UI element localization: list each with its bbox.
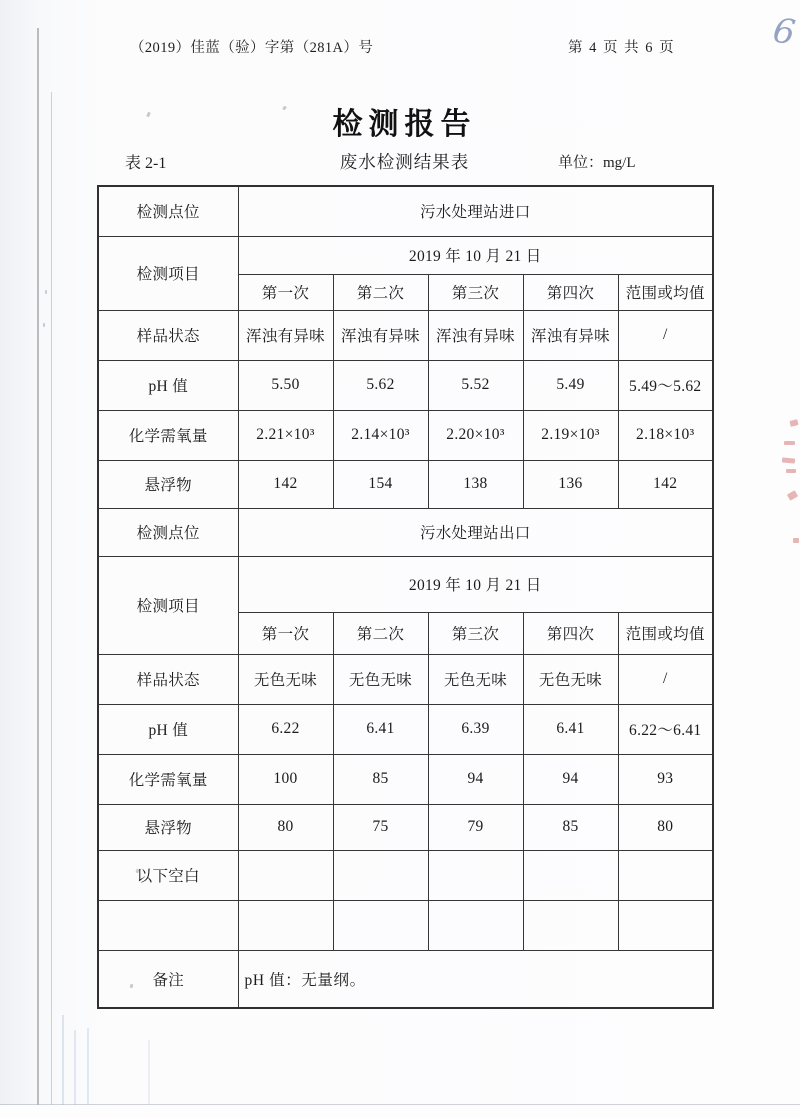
table-cell xyxy=(238,900,333,950)
sampling-date: 2019 年 10 月 21 日 xyxy=(238,236,713,274)
table-cell xyxy=(238,850,333,900)
table-cell: 79 xyxy=(428,804,523,850)
table-cell: 142 xyxy=(618,460,713,508)
row-label: 悬浮物 xyxy=(98,460,238,508)
table-cell: 6.22 xyxy=(238,704,333,754)
unit-label: 单位：mg/L xyxy=(558,155,636,171)
table-cell: 无色无味 xyxy=(428,654,523,704)
table-row xyxy=(98,360,713,410)
table-cell: 浑浊有异味 xyxy=(333,310,428,360)
table-cell xyxy=(333,850,428,900)
table-cell: 142 xyxy=(238,460,333,508)
table-row xyxy=(98,508,713,556)
table-row xyxy=(98,410,713,460)
stamp-fragment xyxy=(793,538,799,543)
table-cell xyxy=(618,850,713,900)
stamp-fragment xyxy=(784,441,795,445)
table-cell: 94 xyxy=(523,754,618,804)
table-cell: 94 xyxy=(428,754,523,804)
table-cell: 浑浊有异味 xyxy=(428,310,523,360)
table-cell: 136 xyxy=(523,460,618,508)
table-cell: 2.20×10³ xyxy=(428,410,523,460)
row-label: 检测点位 xyxy=(98,508,238,556)
table-cell: 2.14×10³ xyxy=(333,410,428,460)
col-header: 第一次 xyxy=(238,612,333,654)
table-caption-row xyxy=(97,150,712,172)
table-row xyxy=(98,556,713,612)
table-row xyxy=(98,460,713,508)
col-header: 第三次 xyxy=(428,274,523,310)
scan-bottom-strip xyxy=(0,1105,800,1118)
margin-speck xyxy=(45,290,47,294)
table-cell xyxy=(428,850,523,900)
table-row xyxy=(98,704,713,754)
table-cell: 2.19×10³ xyxy=(523,410,618,460)
table-row xyxy=(98,310,713,360)
table-cell xyxy=(523,900,618,950)
table-title: 废水检测结果表 xyxy=(339,152,470,172)
table-cell: 2.21×10³ xyxy=(238,410,333,460)
row-label: 检测项目 xyxy=(98,236,238,310)
table-cell: 75 xyxy=(333,804,428,850)
table-cell: / xyxy=(618,310,713,360)
table-row xyxy=(98,950,713,1008)
table-cell: 5.62 xyxy=(333,360,428,410)
col-header: 第四次 xyxy=(523,274,618,310)
table-cell: 6.41 xyxy=(333,704,428,754)
table-cell xyxy=(618,900,713,950)
remark-text: pH 值：无量纲。 xyxy=(238,950,713,1008)
table-cell: 浑浊有异味 xyxy=(238,310,333,360)
row-label: pH 值 xyxy=(98,704,238,754)
table-cell: 85 xyxy=(523,804,618,850)
row-label: 悬浮物 xyxy=(98,804,238,850)
monitoring-point-outlet: 污水处理站出口 xyxy=(238,508,713,556)
col-header: 第二次 xyxy=(333,274,428,310)
table-cell: 无色无味 xyxy=(333,654,428,704)
table-cell: 93 xyxy=(618,754,713,804)
table-cell: 无色无味 xyxy=(523,654,618,704)
table-cell: 2.18×10³ xyxy=(618,410,713,460)
col-header: 第一次 xyxy=(238,274,333,310)
table-cell: 无色无味 xyxy=(238,654,333,704)
table-cell: 6.41 xyxy=(523,704,618,754)
table-cell: 80 xyxy=(238,804,333,850)
table-cell: 6.39 xyxy=(428,704,523,754)
monitoring-point-inlet: 污水处理站进口 xyxy=(238,186,713,236)
table-cell: / xyxy=(618,654,713,704)
col-header: 范围或均值 xyxy=(618,274,713,310)
table-row xyxy=(98,654,713,704)
handwritten-page-number: 6 xyxy=(770,10,798,54)
stamp-fragment xyxy=(782,457,795,463)
table-row xyxy=(98,186,713,236)
col-header: 第三次 xyxy=(428,612,523,654)
table-number-label: 表 2-1 xyxy=(125,155,167,172)
table-cell: 85 xyxy=(333,754,428,804)
table-cell: 80 xyxy=(618,804,713,850)
table-row xyxy=(98,804,713,850)
stamp-fragment xyxy=(786,469,796,473)
table-cell: 154 xyxy=(333,460,428,508)
sampling-date: 2019 年 10 月 21 日 xyxy=(238,556,713,612)
table-row xyxy=(98,754,713,804)
col-header: 范围或均值 xyxy=(618,612,713,654)
margin-speck xyxy=(43,323,45,327)
table-cell: 5.49 xyxy=(523,360,618,410)
row-label: 备注 xyxy=(98,950,238,1008)
table-row xyxy=(98,850,713,900)
page-edge-line xyxy=(51,92,52,1118)
row-label: 以下空白 xyxy=(98,850,238,900)
row-label: pH 值 xyxy=(98,360,238,410)
row-label: 样品状态 xyxy=(98,654,238,704)
table-cell: 浑浊有异味 xyxy=(523,310,618,360)
table-cell: 100 xyxy=(238,754,333,804)
table-cell xyxy=(523,850,618,900)
row-label: 化学需氧量 xyxy=(98,410,238,460)
table-cell: 5.50 xyxy=(238,360,333,410)
results-table xyxy=(97,185,714,1009)
table-cell: 5.52 xyxy=(428,360,523,410)
row-label: 检测项目 xyxy=(98,556,238,654)
table-cell: 5.49～5.62 xyxy=(618,360,713,410)
row-label: 样品状态 xyxy=(98,310,238,360)
row-label: 化学需氧量 xyxy=(98,754,238,804)
col-header: 第二次 xyxy=(333,612,428,654)
page-edge-line xyxy=(37,28,39,1118)
page-indicator: 第 4 页 共 6 页 xyxy=(568,40,676,56)
document-number: （2019）佳蓝（验）字第（281A）号 xyxy=(130,40,374,56)
table-cell: 138 xyxy=(428,460,523,508)
table-cell xyxy=(333,900,428,950)
col-header: 第四次 xyxy=(523,612,618,654)
stamp-fragment xyxy=(789,419,798,427)
table-cell xyxy=(98,900,238,950)
page-edge-line xyxy=(62,1015,64,1118)
table-row xyxy=(98,236,713,274)
report-title: 检测报告 xyxy=(332,108,477,141)
table-cell xyxy=(428,900,523,950)
row-label: 检测点位 xyxy=(98,186,238,236)
stamp-fragment xyxy=(787,490,798,501)
table-row xyxy=(98,900,713,950)
table-cell: 6.22～6.41 xyxy=(618,704,713,754)
results-table-body xyxy=(98,186,713,1008)
